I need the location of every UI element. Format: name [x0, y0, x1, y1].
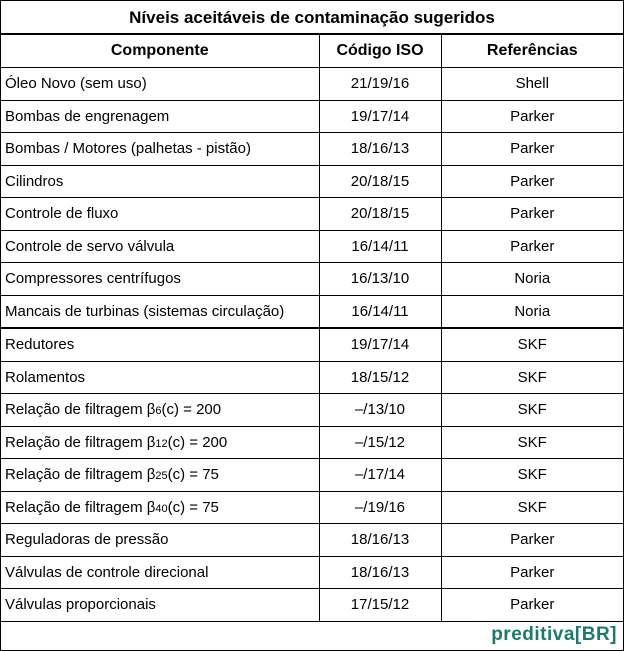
component-suffix: (c) = 75: [167, 466, 219, 484]
table-row: [1, 263, 623, 296]
component-cell: [1, 491, 319, 524]
table-row: [1, 295, 623, 328]
reference-cell: Parker: [441, 133, 623, 166]
component-cell: [1, 68, 319, 101]
iso-code-cell: 18/16/13: [319, 556, 441, 589]
iso-code-cell: –/19/16: [319, 491, 441, 524]
component-name: Rolamentos: [5, 368, 86, 386]
component-cell: [1, 361, 319, 394]
table-row: [1, 230, 623, 263]
component-cell: [1, 295, 319, 328]
iso-code-cell: –/13/10: [319, 394, 441, 427]
component-name: Óleo Novo (sem uso): [5, 75, 147, 93]
reference-cell: Parker: [441, 198, 623, 231]
component-suffix: (c) = 200: [167, 433, 228, 451]
component-name: Relação de filtragem β: [5, 401, 156, 419]
table-row: [1, 133, 623, 166]
reference-cell: Parker: [441, 230, 623, 263]
reference-cell: SKF: [441, 361, 623, 394]
table-row: [1, 589, 623, 622]
table-row: [1, 198, 623, 231]
iso-code-cell: –/15/12: [319, 426, 441, 459]
component-name: Compressores centrífugos: [5, 270, 181, 288]
component-name: Bombas de engrenagem: [5, 107, 170, 125]
component-cell: [1, 100, 319, 133]
reference-cell: Noria: [441, 263, 623, 296]
iso-code-cell: 18/15/12: [319, 361, 441, 394]
component-cell: [1, 556, 319, 589]
component-cell: [1, 230, 319, 263]
beta-subscript: 40: [155, 502, 168, 515]
table-row: [1, 68, 623, 101]
component-cell: [1, 459, 319, 492]
component-cell: [1, 328, 319, 361]
reference-cell: SKF: [441, 394, 623, 427]
iso-code-cell: 16/13/10: [319, 263, 441, 296]
table-row: [1, 394, 623, 427]
component-suffix: (c) = 75: [167, 498, 219, 516]
header-codigo-iso: Código ISO: [319, 35, 441, 68]
component-name: Controle de fluxo: [5, 205, 119, 223]
reference-cell: Noria: [441, 295, 623, 328]
iso-code-cell: 21/19/16: [319, 68, 441, 101]
reference-cell: Parker: [441, 100, 623, 133]
reference-cell: Shell: [441, 68, 623, 101]
reference-cell: SKF: [441, 459, 623, 492]
component-cell: [1, 165, 319, 198]
reference-cell: SKF: [441, 328, 623, 361]
header-row: [1, 35, 623, 68]
component-name: Relação de filtragem β: [5, 466, 156, 484]
table-row: [1, 100, 623, 133]
component-name: Controle de servo válvula: [5, 237, 175, 255]
reference-cell: SKF: [441, 426, 623, 459]
header-componente: Componente: [1, 35, 319, 68]
table-row: [1, 328, 623, 361]
component-name: Cilindros: [5, 172, 64, 190]
iso-code-cell: 18/16/13: [319, 524, 441, 557]
iso-code-cell: 20/18/15: [319, 198, 441, 231]
component-cell: [1, 524, 319, 557]
component-suffix: (c) = 200: [161, 401, 222, 419]
header-referencias: Referências: [441, 35, 623, 68]
beta-subscript: 25: [155, 470, 168, 483]
table-title: Níveis aceitáveis de contaminação sugeridos: [1, 1, 623, 34]
reference-cell: Parker: [441, 524, 623, 557]
component-name: Reguladoras de pressão: [5, 531, 169, 549]
table-row: [1, 426, 623, 459]
component-name: Válvulas de controle direcional: [5, 563, 209, 581]
iso-code-cell: 19/17/14: [319, 100, 441, 133]
preditiva-logo: preditiva[BR]: [491, 624, 617, 645]
table-row: [1, 361, 623, 394]
table-row: [1, 524, 623, 557]
table-row: [1, 459, 623, 492]
table-row: [1, 491, 623, 524]
beta-subscript: 12: [155, 437, 168, 450]
iso-code-cell: 16/14/11: [319, 295, 441, 328]
component-cell: [1, 263, 319, 296]
component-name: Redutores: [5, 336, 75, 354]
table-row: [1, 165, 623, 198]
component-cell: [1, 394, 319, 427]
iso-code-cell: 16/14/11: [319, 230, 441, 263]
iso-code-cell: 20/18/15: [319, 165, 441, 198]
beta-subscript: 6: [155, 405, 162, 418]
table-row: [1, 556, 623, 589]
component-cell: [1, 589, 319, 622]
component-cell: [1, 426, 319, 459]
iso-code-cell: 17/15/12: [319, 589, 441, 622]
reference-cell: Parker: [441, 556, 623, 589]
component-name: Mancais de turbinas (sistemas circulação): [5, 302, 285, 320]
component-name: Relação de filtragem β: [5, 433, 156, 451]
component-name: Relação de filtragem β: [5, 498, 156, 516]
component-name: Bombas / Motores (palhetas - pistão): [5, 140, 251, 158]
iso-code-cell: –/17/14: [319, 459, 441, 492]
reference-cell: Parker: [441, 165, 623, 198]
contamination-table: [1, 34, 623, 622]
component-cell: [1, 133, 319, 166]
component-cell: [1, 198, 319, 231]
iso-code-cell: 18/16/13: [319, 133, 441, 166]
reference-cell: Parker: [441, 589, 623, 622]
component-name: Válvulas proporcionais: [5, 596, 156, 614]
iso-code-cell: 19/17/14: [319, 328, 441, 361]
reference-cell: SKF: [441, 491, 623, 524]
